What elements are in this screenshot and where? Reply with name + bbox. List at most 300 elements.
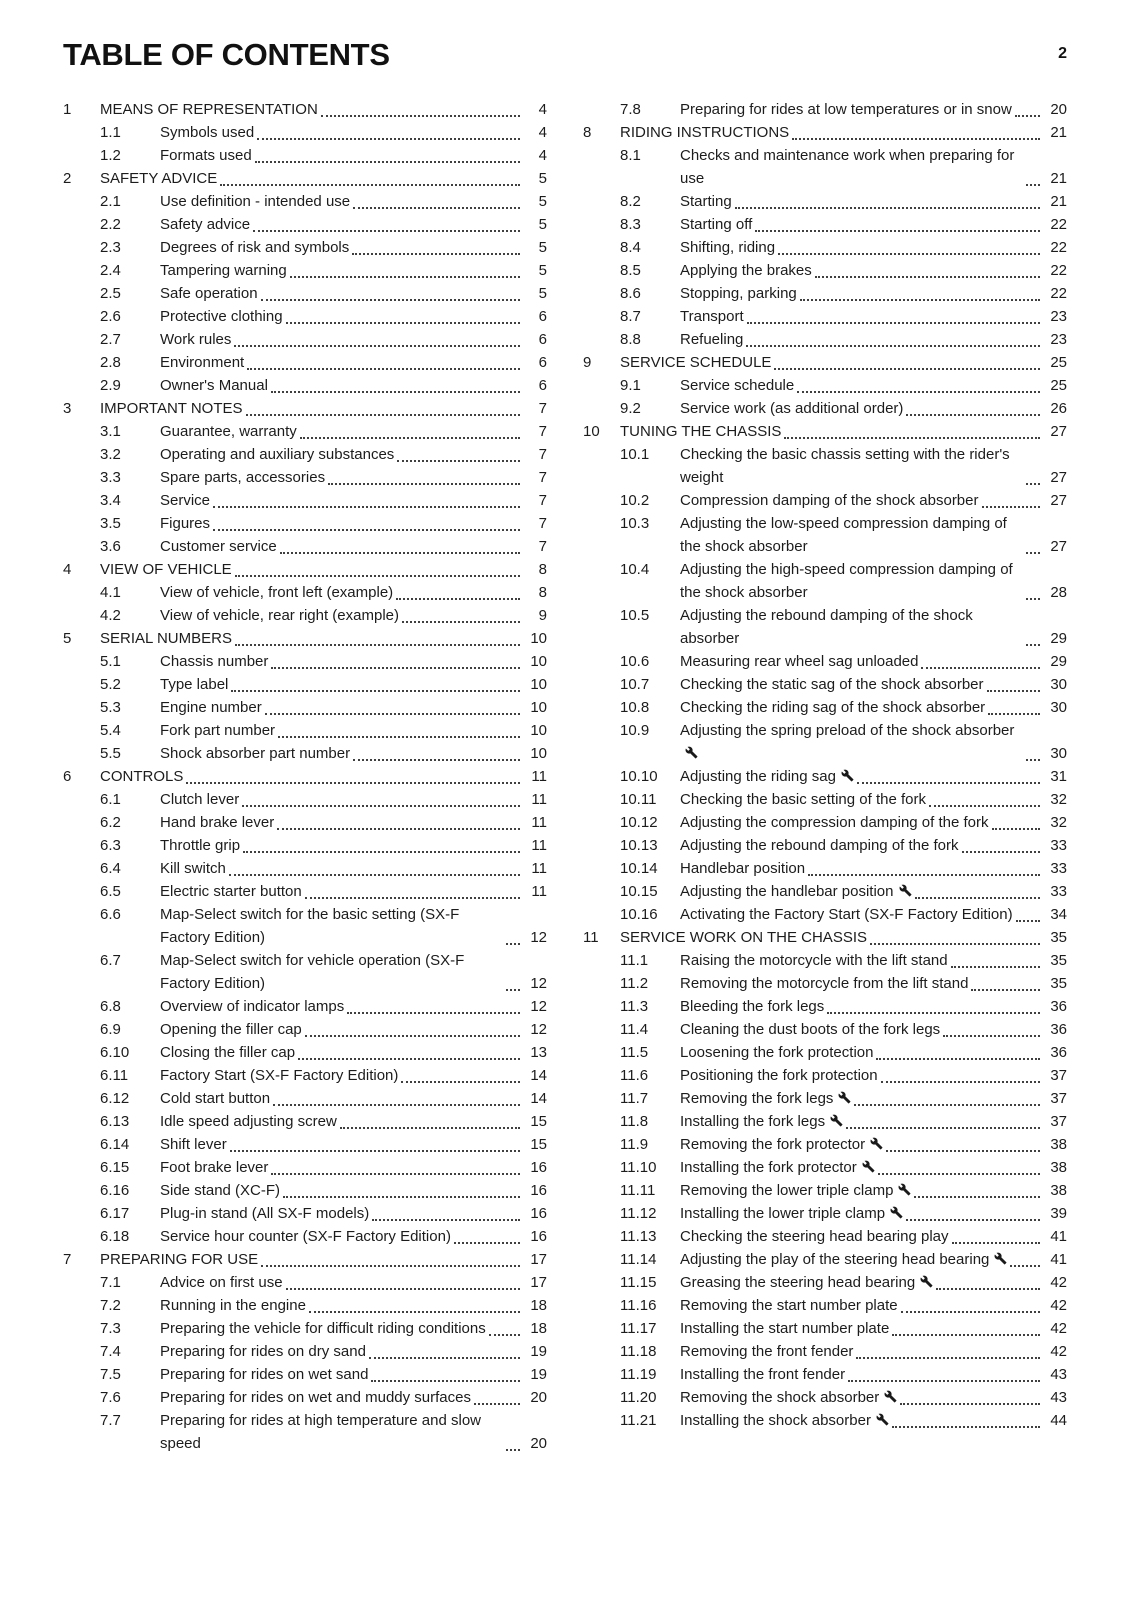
dot-leader — [186, 782, 520, 784]
toc-entry-number: 6.18 — [100, 1228, 130, 1246]
toc-entry-page: 8 — [538, 561, 547, 579]
dot-leader — [778, 253, 1040, 255]
dot-leader — [1026, 598, 1040, 600]
toc-entry-number: 8.5 — [620, 262, 641, 280]
toc-entry[interactable] — [583, 673, 1067, 696]
toc-entry[interactable] — [63, 1294, 547, 1317]
dot-leader — [401, 1081, 520, 1083]
dot-leader — [235, 644, 520, 646]
dot-leader — [255, 161, 520, 163]
dot-leader — [277, 828, 520, 830]
toc-entry[interactable] — [583, 98, 1067, 121]
toc-entry-label: Preparing for rides at high temperature and slow speed — [160, 1412, 482, 1453]
dot-leader — [230, 1150, 520, 1152]
toc-entry-label: Use definition - intended use — [160, 193, 351, 211]
toc-entry-label: Advice on first use — [160, 1274, 283, 1292]
toc-entry-page: 27 — [1050, 469, 1067, 487]
toc-entry-number: 7.7 — [100, 1412, 121, 1430]
toc-entry[interactable] — [63, 1317, 547, 1340]
toc-entry-label: Removing the start number plate — [680, 1297, 898, 1315]
toc-entry-label: Raising the motorcycle with the lift stand — [680, 952, 948, 970]
toc-entry-label: SERVICE SCHEDULE — [620, 354, 772, 372]
toc-entry[interactable] — [63, 1409, 547, 1455]
toc-entry-page: 27 — [1050, 423, 1067, 441]
toc-entry-label: Formats used — [160, 147, 252, 165]
toc-entry-label: Checking the basic setting of the fork — [680, 791, 926, 809]
toc-entry[interactable] — [63, 558, 547, 581]
toc-entry-number: 8.4 — [620, 239, 641, 257]
toc-entry-page: 42 — [1050, 1343, 1067, 1361]
toc-entry[interactable] — [63, 1064, 547, 1087]
toc-entry-label: IMPORTANT NOTES — [100, 400, 243, 418]
toc-entry-page: 21 — [1050, 193, 1067, 211]
toc-entry[interactable] — [63, 374, 547, 397]
toc-entry[interactable] — [583, 1294, 1067, 1317]
toc-entry-label: Removing the front fender — [680, 1343, 854, 1361]
dot-leader — [213, 529, 520, 531]
toc-entry-page: 36 — [1050, 1021, 1067, 1039]
toc-entry[interactable] — [63, 1041, 547, 1064]
toc-entry-number: 10.16 — [620, 906, 658, 924]
toc-entry-number: 8.1 — [620, 147, 641, 165]
toc-entry-page: 23 — [1050, 308, 1067, 326]
toc-entry[interactable] — [583, 604, 1067, 650]
toc-entry-number: 9.1 — [620, 377, 641, 395]
toc-entry-label: Shock absorber part number — [160, 745, 351, 763]
toc-entry-label: TUNING THE CHASSIS — [620, 423, 782, 441]
toc-entry-label: Adjusting the high-speed compression damping of the shock absorber — [680, 561, 1013, 602]
dot-leader — [881, 1081, 1040, 1083]
toc-entry-page: 38 — [1050, 1182, 1067, 1200]
toc-entry[interactable] — [63, 788, 547, 811]
dot-leader — [265, 713, 520, 715]
toc-entry-label: Throttle grip — [160, 837, 241, 855]
toc-entry[interactable] — [583, 949, 1067, 972]
toc-entry[interactable] — [583, 1409, 1067, 1432]
page-header — [63, 38, 1067, 72]
dot-leader — [397, 460, 520, 462]
toc-entry-page: 17 — [530, 1274, 547, 1292]
toc-entry-label: View of vehicle, front left (example) — [160, 584, 394, 602]
toc-entry-number: 6.1 — [100, 791, 121, 809]
dot-leader — [1026, 184, 1040, 186]
toc-entry-label: Checking the riding sag of the shock absorber — [680, 699, 986, 717]
toc-entry-label: Installing the fork legs — [680, 1110, 843, 1133]
toc-entry[interactable] — [583, 443, 1067, 489]
toc-entry[interactable] — [583, 1041, 1067, 1064]
toc-entry[interactable] — [63, 696, 547, 719]
toc-entry[interactable] — [583, 1018, 1067, 1041]
toc-entry-page: 35 — [1050, 952, 1067, 970]
toc-entry-label: Environment — [160, 354, 245, 372]
toc-entry[interactable] — [583, 213, 1067, 236]
toc-entry[interactable] — [63, 1156, 547, 1179]
toc-entry-label: RIDING INSTRUCTIONS — [620, 124, 790, 142]
toc-entry-page: 5 — [538, 285, 547, 303]
toc-entry[interactable] — [63, 305, 547, 328]
toc-entry[interactable] — [63, 742, 547, 765]
dot-leader — [369, 1357, 520, 1359]
dot-leader — [746, 345, 1040, 347]
dot-leader — [286, 322, 520, 324]
toc-entry[interactable] — [583, 880, 1067, 903]
dot-leader — [921, 667, 1040, 669]
toc-entry[interactable] — [583, 696, 1067, 719]
toc-entry[interactable] — [583, 719, 1067, 765]
toc-entry-label: Spare parts, accessories — [160, 469, 326, 487]
wrench-icon — [994, 1252, 1007, 1265]
toc-entry-page: 28 — [1050, 584, 1067, 602]
dot-leader — [1026, 644, 1040, 646]
toc-entry[interactable] — [63, 1386, 547, 1409]
toc-entry[interactable] — [63, 190, 547, 213]
toc-entry-page: 6 — [538, 377, 547, 395]
toc-entry[interactable] — [583, 903, 1067, 926]
dot-leader — [870, 943, 1040, 945]
toc-entry-number: 10.2 — [620, 492, 650, 510]
toc-entry-page: 18 — [530, 1320, 547, 1338]
toc-entry[interactable] — [63, 1248, 547, 1271]
dot-leader — [747, 322, 1040, 324]
toc-entry[interactable] — [583, 926, 1067, 949]
dot-leader — [915, 897, 1041, 899]
toc-entry-page: 42 — [1050, 1274, 1067, 1292]
toc-entry-page: 22 — [1050, 262, 1067, 280]
toc-entry[interactable] — [583, 305, 1067, 328]
toc-entry-number: 11.12 — [620, 1205, 657, 1223]
dot-leader — [943, 1035, 1040, 1037]
dot-leader — [857, 782, 1040, 784]
toc-entry[interactable] — [63, 121, 547, 144]
toc-entry-page: 15 — [530, 1136, 547, 1154]
toc-entry-number: 11.6 — [620, 1067, 649, 1085]
toc-entry[interactable] — [583, 972, 1067, 995]
toc-entry-label: Preparing for rides on wet sand — [160, 1366, 369, 1384]
toc-entry[interactable] — [583, 489, 1067, 512]
toc-entry[interactable] — [63, 1018, 547, 1041]
toc-entry-label: CONTROLS — [100, 768, 184, 786]
toc-entry[interactable] — [63, 213, 547, 236]
wrench-icon — [884, 1390, 897, 1403]
toc-entry-number: 11.10 — [620, 1159, 657, 1177]
toc-entry[interactable] — [583, 236, 1067, 259]
toc-entry[interactable] — [63, 949, 547, 995]
toc-entry[interactable] — [63, 1110, 547, 1133]
toc-entry-number: 8.6 — [620, 285, 641, 303]
toc-entry[interactable] — [583, 144, 1067, 190]
toc-entry[interactable] — [63, 98, 547, 121]
toc-entry-page: 33 — [1050, 860, 1067, 878]
toc-entry-number: 1.2 — [100, 147, 121, 165]
toc-entry-number: 11.15 — [620, 1274, 657, 1292]
toc-entry-label: Service — [160, 492, 211, 510]
toc-entry-label: Running in the engine — [160, 1297, 306, 1315]
toc-entry[interactable] — [63, 259, 547, 282]
toc-entry-label: Checking the steering head bearing play — [680, 1228, 949, 1246]
toc-entry[interactable] — [583, 1087, 1067, 1110]
dot-leader — [506, 989, 520, 991]
toc-entry[interactable] — [583, 1110, 1067, 1133]
toc-entry-page: 43 — [1050, 1366, 1067, 1384]
toc-entry-page: 41 — [1050, 1251, 1067, 1269]
toc-entry[interactable] — [583, 1317, 1067, 1340]
toc-entry-label: Removing the fork legs — [680, 1087, 851, 1110]
toc-entry[interactable] — [63, 719, 547, 742]
toc-entry-label: Installing the lower triple clamp — [680, 1202, 903, 1225]
toc-entry[interactable] — [583, 121, 1067, 144]
dot-leader — [372, 1219, 520, 1221]
toc-entry[interactable] — [63, 995, 547, 1018]
toc-entry-label: Symbols used — [160, 124, 255, 142]
toc-entry[interactable] — [63, 535, 547, 558]
toc-entry[interactable] — [63, 1202, 547, 1225]
toc-entry[interactable] — [583, 328, 1067, 351]
toc-entry-number: 10.12 — [620, 814, 658, 832]
dot-leader — [906, 414, 1040, 416]
toc-entry[interactable] — [63, 581, 547, 604]
toc-entry-number: 2.4 — [100, 262, 121, 280]
toc-entry[interactable] — [583, 1179, 1067, 1202]
toc-entry-number: 6.14 — [100, 1136, 130, 1154]
toc-entry[interactable] — [583, 374, 1067, 397]
toc-entry[interactable] — [63, 627, 547, 650]
toc-entry-label: Preparing the vehicle for difficult riding conditions — [160, 1320, 486, 1338]
toc-entry-number: 8.3 — [620, 216, 641, 234]
dot-leader — [253, 230, 520, 232]
toc-entry-number: 11.14 — [620, 1251, 657, 1269]
toc-entry-number: 4.2 — [100, 607, 121, 625]
toc-entry-page: 4 — [538, 147, 547, 165]
toc-entry[interactable] — [63, 604, 547, 627]
toc-entry[interactable] — [63, 351, 547, 374]
toc-entry-number: 7.2 — [100, 1297, 121, 1315]
toc-entry[interactable] — [583, 1225, 1067, 1248]
toc-entry-number: 11.16 — [620, 1297, 657, 1315]
toc-entry[interactable] — [63, 903, 547, 949]
toc-entry-page: 16 — [530, 1205, 547, 1223]
toc-entry[interactable] — [583, 857, 1067, 880]
toc-entry-number: 10.7 — [620, 676, 650, 694]
toc-entry-number: 3 — [63, 400, 72, 418]
toc-entry[interactable] — [583, 1064, 1067, 1087]
toc-entry-number: 7.4 — [100, 1343, 121, 1361]
toc-entry[interactable] — [583, 765, 1067, 788]
toc-entry-label: Customer service — [160, 538, 277, 556]
toc-entry[interactable] — [583, 512, 1067, 558]
toc-entry[interactable] — [63, 1133, 547, 1156]
dot-leader — [328, 483, 520, 485]
toc-entry-page: 9 — [538, 607, 547, 625]
toc-entry[interactable] — [63, 512, 547, 535]
dot-leader — [347, 1012, 520, 1014]
toc-entry[interactable] — [583, 1340, 1067, 1363]
toc-entry[interactable] — [63, 1225, 547, 1248]
toc-entry[interactable] — [583, 558, 1067, 604]
toc-entry-number: 10 — [583, 423, 600, 441]
dot-leader — [396, 598, 520, 600]
toc-entry[interactable] — [583, 811, 1067, 834]
toc-entry-number: 3.1 — [100, 423, 121, 441]
toc-entry[interactable] — [63, 1179, 547, 1202]
toc-entry-label: Type label — [160, 676, 229, 694]
toc-entry[interactable] — [63, 1340, 547, 1363]
toc-entry-number: 4 — [63, 561, 72, 579]
toc-entry-number: 10.8 — [620, 699, 650, 717]
toc-entry-page: 20 — [1050, 101, 1067, 119]
toc-entry[interactable] — [63, 673, 547, 696]
toc-entry[interactable] — [583, 1248, 1067, 1271]
dot-leader — [220, 184, 520, 186]
toc-entry[interactable] — [63, 765, 547, 788]
toc-entry[interactable] — [63, 857, 547, 880]
toc-entry-label: Checking the basic chassis setting with the rider's weight — [680, 446, 1010, 487]
toc-entry-label: Fork part number — [160, 722, 276, 740]
toc-entry-page: 17 — [530, 1251, 547, 1269]
toc-entry-page: 12 — [530, 929, 547, 947]
toc-entry[interactable] — [63, 236, 547, 259]
toc-entry-page: 7 — [538, 400, 547, 418]
dot-leader — [1015, 115, 1040, 117]
toc-entry-label: Safe operation — [160, 285, 258, 303]
toc-entry[interactable] — [583, 788, 1067, 811]
dot-leader — [271, 391, 520, 393]
toc-entry[interactable] — [583, 995, 1067, 1018]
toc-entry-number: 9.2 — [620, 400, 641, 418]
toc-entry[interactable] — [63, 144, 547, 167]
toc-entry-page: 12 — [530, 1021, 547, 1039]
dot-leader — [1010, 1265, 1040, 1267]
toc-entry[interactable] — [63, 282, 547, 305]
toc-entry[interactable] — [583, 351, 1067, 374]
dot-leader — [340, 1127, 520, 1129]
toc-entry-number: 8.8 — [620, 331, 641, 349]
toc-entry[interactable] — [583, 1156, 1067, 1179]
toc-entry[interactable] — [63, 420, 547, 443]
dot-leader — [278, 736, 520, 738]
toc-entry[interactable] — [63, 880, 547, 903]
dot-leader — [305, 897, 520, 899]
toc-entry[interactable] — [63, 1271, 547, 1294]
toc-entry[interactable] — [63, 167, 547, 190]
toc-entry-page: 5 — [538, 170, 547, 188]
toc-entry-label: Electric starter button — [160, 883, 302, 901]
dot-leader — [900, 1403, 1040, 1405]
toc-entry-number: 11.19 — [620, 1366, 657, 1384]
toc-entry-page: 6 — [538, 354, 547, 372]
toc-entry-label: Owner's Manual — [160, 377, 268, 395]
toc-entry-number: 11.2 — [620, 975, 649, 993]
toc-entry[interactable] — [583, 1363, 1067, 1386]
toc-entry-page: 10 — [530, 722, 547, 740]
toc-entry[interactable] — [63, 466, 547, 489]
toc-entry[interactable] — [583, 1271, 1067, 1294]
toc-entry-number: 11.18 — [620, 1343, 657, 1361]
toc-entry[interactable] — [583, 420, 1067, 443]
toc-entry[interactable] — [583, 650, 1067, 673]
toc-entry-page: 44 — [1050, 1412, 1067, 1430]
toc-entry[interactable] — [583, 1202, 1067, 1225]
toc-entry-page: 5 — [538, 239, 547, 257]
toc-entry[interactable] — [583, 282, 1067, 305]
toc-entry[interactable] — [63, 650, 547, 673]
toc-entry-page: 20 — [530, 1435, 547, 1453]
toc-entry-number: 9 — [583, 354, 592, 372]
toc-entry-label: Checking the static sag of the shock absorber — [680, 676, 984, 694]
toc-entry-page: 10 — [530, 745, 547, 763]
toc-entry[interactable] — [63, 1363, 547, 1386]
toc-entry-label: Adjusting the spring preload of the shock absorber — [680, 719, 1023, 765]
toc-entry-label: Adjusting the rebound damping of the shock absorber — [680, 607, 973, 648]
toc-entry-number: 7 — [63, 1251, 72, 1269]
toc-entry-page: 25 — [1050, 354, 1067, 372]
toc-entry-label: Map-Select switch for the basic setting (SX-F Factory Edition) — [160, 906, 460, 947]
toc-entry[interactable] — [583, 190, 1067, 213]
dot-leader — [261, 1265, 520, 1267]
toc-entry-number: 6.6 — [100, 906, 121, 924]
toc-entry-page: 31 — [1050, 768, 1067, 786]
toc-entry-page: 10 — [530, 653, 547, 671]
toc-entry-label: Preparing for rides on dry sand — [160, 1343, 366, 1361]
toc-entry-label: SERIAL NUMBERS — [100, 630, 232, 648]
toc-entry[interactable] — [63, 1087, 547, 1110]
toc-entry-label: Overview of indicator lamps — [160, 998, 345, 1016]
toc-entry[interactable] — [583, 259, 1067, 282]
toc-entry[interactable] — [63, 489, 547, 512]
toc-entry-page: 13 — [530, 1044, 547, 1062]
toc-entry[interactable] — [63, 443, 547, 466]
toc-entry[interactable] — [583, 1386, 1067, 1409]
dot-leader — [271, 1173, 520, 1175]
toc-entry-page: 8 — [538, 584, 547, 602]
toc-entry-label: Installing the front fender — [680, 1366, 846, 1384]
toc-entry[interactable] — [583, 834, 1067, 857]
toc-entry-label: Removing the lower triple clamp — [680, 1179, 911, 1202]
dot-leader — [854, 1104, 1040, 1106]
toc-entry-number: 2.5 — [100, 285, 121, 303]
toc-entry[interactable] — [63, 397, 547, 420]
toc-entry-number: 6.17 — [100, 1205, 130, 1223]
dot-leader — [848, 1380, 1040, 1382]
toc-entry-number: 5.3 — [100, 699, 121, 717]
toc-entry[interactable] — [583, 397, 1067, 420]
toc-entry-page: 20 — [530, 1389, 547, 1407]
toc-entry-page: 36 — [1050, 998, 1067, 1016]
toc-entry[interactable] — [583, 1133, 1067, 1156]
toc-entry-number: 6.15 — [100, 1159, 130, 1177]
toc-entry-number: 11.7 — [620, 1090, 649, 1108]
toc-entry-page: 16 — [530, 1182, 547, 1200]
toc-entry-number: 7.3 — [100, 1320, 121, 1338]
dot-leader — [235, 575, 520, 577]
toc-entry[interactable] — [63, 328, 547, 351]
toc-entry-number: 7.8 — [620, 101, 641, 119]
toc-entry-page: 21 — [1050, 170, 1067, 188]
toc-entry-page: 5 — [538, 193, 547, 211]
dot-leader — [273, 1104, 520, 1106]
toc-entry[interactable] — [63, 834, 547, 857]
toc-entry-label: Removing the shock absorber — [680, 1386, 897, 1409]
toc-entry-page: 7 — [538, 515, 547, 533]
toc-entry[interactable] — [63, 811, 547, 834]
dot-leader — [971, 989, 1040, 991]
toc-entry-label: Guarantee, warranty — [160, 423, 297, 441]
toc-entry-page: 33 — [1050, 837, 1067, 855]
toc-entry-number: 10.14 — [620, 860, 658, 878]
dot-leader — [454, 1242, 520, 1244]
toc-entry-page: 4 — [538, 101, 547, 119]
dot-leader — [213, 506, 520, 508]
dot-leader — [846, 1127, 1040, 1129]
